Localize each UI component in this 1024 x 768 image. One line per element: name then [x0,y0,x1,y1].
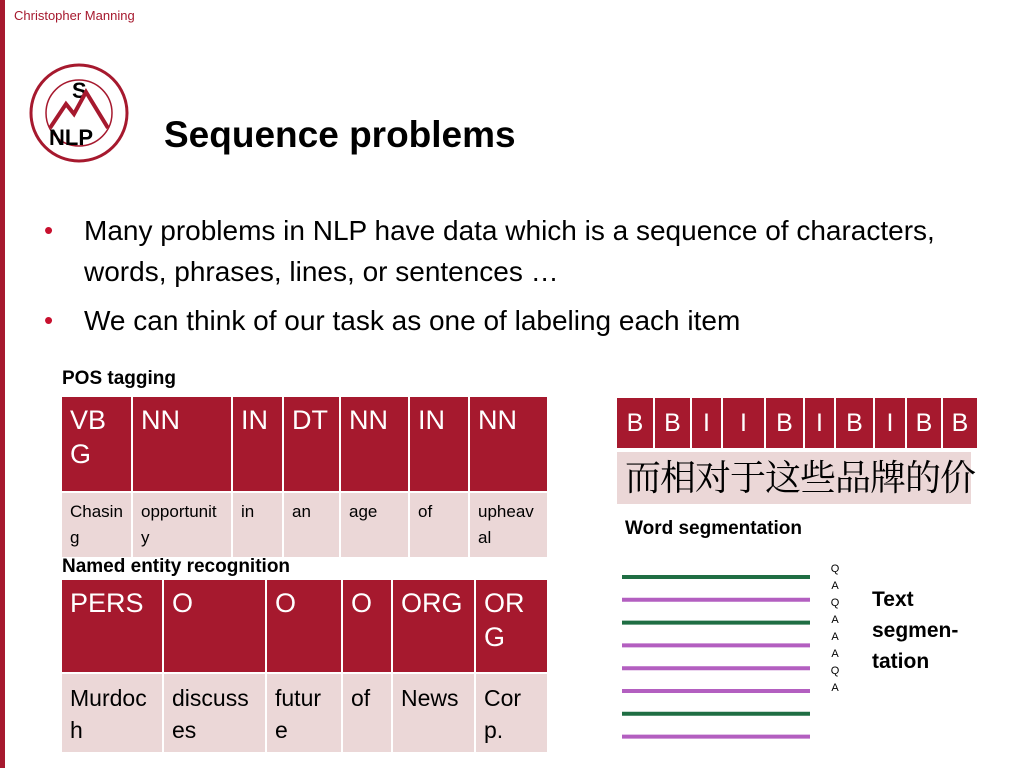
bullet-item: • We can think of our task as one of labeling each item [44,300,944,341]
ner-word-cell: discusses [163,673,266,753]
pos-tag-cell: NN [132,396,232,492]
pos-word-cell: in [232,492,283,558]
word-seg-label: Word segmentation [625,518,802,539]
ner-tag-cell: O [266,579,342,673]
bullet-item: • Many problems in NLP have data which is a sequence of characters, words, phrases, lines, or sentences … [44,210,944,292]
ner-tag-cell: ORG [475,579,548,673]
pos-word-cell: upheaval [469,492,548,558]
pos-tag-cell: IN [232,396,283,492]
bullet-dot: • [44,305,54,335]
qa-label: Q [830,597,840,609]
qa-label: Q [830,665,840,677]
pos-tag-cell: NN [469,396,548,492]
ner-tag-cell: ORG [392,579,475,673]
svg-text:NLP: NLP [49,125,93,150]
pos-tag-cell: NN [340,396,409,492]
word-seg-tags [615,396,979,450]
ner-label: Named entity recognition [62,556,291,577]
seg-tag-cell: I [722,397,765,449]
ner-word-cell: of [342,673,392,753]
pos-table [60,395,549,559]
pos-word-cell: Chasing [61,492,132,558]
seg-tag-cell: B [906,397,942,449]
qa-label: A [831,580,839,592]
qa-label: Q [830,563,840,575]
qa-label: A [831,631,839,643]
author-name: Christopher Manning [14,8,135,23]
pos-word-cell: of [409,492,469,558]
bullet-list [44,210,944,349]
svg-text:S: S [72,78,87,103]
ner-word-cell: News [392,673,475,753]
chinese-text-row [617,452,976,504]
left-accent-bar [0,0,5,768]
pos-tag-cell: DT [283,396,340,492]
seg-tag-cell: B [835,397,874,449]
qa-labels [829,561,841,697]
seg-tag-cell: B [765,397,804,449]
pos-word-cell: an [283,492,340,558]
slide-title: Sequence problems [164,114,516,155]
pos-word-cell: opportunity [132,492,232,558]
ner-word-cell: future [266,673,342,753]
seg-tag-cell: B [616,397,654,449]
ner-word-cell: Murdoch [61,673,163,753]
bullet-dot: • [44,215,54,245]
ner-word-cell: Corp. [475,673,548,753]
stanford-nlp-logo [28,46,130,180]
seg-tag-cell: I [874,397,906,449]
ner-tag-cell: O [163,579,266,673]
pos-tag-cell: IN [409,396,469,492]
seg-tag-cell: B [942,397,978,449]
seg-tag-cell: I [804,397,835,449]
pos-tag-cell: VBG [61,396,132,492]
qa-label: A [831,682,839,694]
pos-tagging-label: POS tagging [62,368,176,389]
qa-label: A [831,614,839,626]
ner-table [60,578,549,754]
ner-tag-cell: PERS [61,579,163,673]
chinese-characters: 而相对于这些品牌的价 [625,457,976,498]
ner-tag-cell: O [342,579,392,673]
pos-word-cell: age [340,492,409,558]
text-seg-lines [622,570,812,740]
text-seg-label: Text segmen- tation [872,588,959,673]
seg-tag-cell: B [654,397,691,449]
qa-label: A [831,648,839,660]
seg-tag-cell: I [691,397,722,449]
